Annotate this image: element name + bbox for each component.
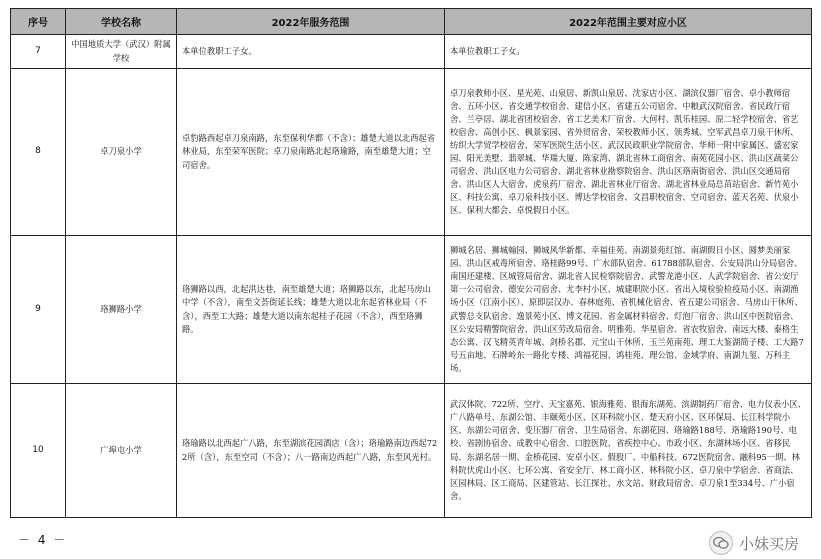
table-row (11, 35, 812, 69)
row-communities: 本单位教职工子女。 (445, 35, 812, 69)
header-range: 2022年服务范围 (177, 9, 445, 35)
row-range: 本单位教职工子女。 (177, 35, 445, 69)
school-district-table (10, 8, 812, 518)
row-no: 7 (11, 35, 66, 69)
row-school-name: 中国地质大学（武汉）附属学校 (66, 35, 177, 69)
header-school: 学校名称 (66, 9, 177, 35)
row-range: 珞狮路以西，北起洪达巷，南至雄楚大道；珞狮路以东，北起马房山中学（不含），南至文荟街延长线；雄楚大道以北东起省林业局（不含），西至工大路；雄楚大道以南东起桂子花园（不含），西至珞狮路。 (177, 236, 445, 384)
row-communities: 武汉体院、722所、空疗、天宝嘉苑、银海雅苑、银海东湖苑、滨湖制药厂宿舍、电力仪表小区、广八路单号、东湖公馆、丰颐苑小区、区环科院小区、楚天府小区、区环保局、长江科学院小区、东湖公司宿舍、变压器厂宿舍、卫生局宿舍、东湖花园、珞瑜路188号、珞瑜路190号、电校、省剧协宿舍、成教中心宿舍、口腔医院、省疾控中心、市政小区、东湖林场小区、省移民局、东湖名居一期、金桥花园、安卓小区、假股厂、中船科技、672医院宿舍、融科95一期、林科院伏虎山小区、七环公寓、省安全厅、林工商小区、林科院小区、卓刀泉中学宿舍、省商法、区园林局、区工商局、区建管站、长江探社、水文站、财政局宿舍、卓刀泉1至334号、广小宿舍。 (445, 384, 812, 518)
row-school-name: 广埠屯小学 (66, 384, 177, 518)
row-school-name: 珞狮路小学 (66, 236, 177, 384)
watermark (709, 531, 799, 555)
header-no: 序号 (11, 9, 66, 35)
table-header-row (11, 9, 812, 35)
watermark-text: 小妹买房 (738, 534, 799, 553)
row-communities: 狮城名居、狮城翰园、狮城风华新都、幸福佳苑、南湖景苑红馆、南湖假日小区、圆梦美丽家园、洪山区戒毒所宿舍、珞桂路99号、广水部队宿舍、61788部队宿舍、公安局洪山分局宿舍、南国还建楼、区城管局宿舍、湖北省人民检察院宿舍、武警龙港小区、人武学院宿舍、省公安厅第一公司宿舍、德安公司宿舍、尤李村小区、城建职院小区、省出入境检验检疫局小区、南湖渔场小区（江南小区）、原即层汉办、春林庭苑、省机械化宿舍、省五建公司宿舍、马房山干休所、武警总支队宿舍、逸景苑小区、博文花园、省金属材料宿舍、灯泡厂宿舍、洪山区中医院宿舍、区公安局精警院宿舍、洪山区劳改局宿舍、明雅苑、华星宿舍、省农牧宿舍、南远大楼、泰格生态公寓、汉飞精英青年城、剑桥名郡、元宝山干休所、玉兰苑南苑、理工大鉴湖简子楼、工大路7号五亩地、石牌岭东一路化专楼、鸿福花园、鸿桂苑、理公馆、金域学府、南湖九玺、万科主场。 (445, 236, 812, 384)
table-row (11, 236, 812, 384)
page-number: － 4 － (18, 533, 68, 547)
table-row (11, 69, 812, 236)
row-no: 9 (11, 236, 66, 384)
table-row (11, 384, 812, 518)
row-no: 8 (11, 69, 66, 236)
header-communities: 2022年范围主要对应小区 (445, 9, 812, 35)
row-no: 10 (11, 384, 66, 518)
row-school-name: 卓刀泉小学 (66, 69, 177, 236)
row-range: 卓豹路西起卓刀泉南路，东至保利华都（不含）；雄楚大道以北西起省林业局，东至荣军医院；卓刀泉南路北起珞瑜路，南至雄楚大道；空司宿舍。 (177, 69, 445, 236)
row-communities: 卓刀泉教师小区、星光苑、山泉居、新凯山泉居、沈家店小区、湖滨仪器厂宿舍、卓小教师宿舍、五环小区、省交通学校宿舍、建信小区、省建五公司宿舍、中粮武汉院宿舍、省民政厅宿舍、兰亭居、湖北省团校宿舍、省工艺美术厂宿舍、大何村、凯乐桂园、原二轻学校宿舍、省艺校宿舍、高创小区、枫景家园、省外贸宿舍、荣校教师小区、领秀城、空军武昌卓刀泉干休所、纺织大学贸学校宿舍、荣军医院生活小区、武汉民政职业学院宿舍、华师一附中家属区、盛宏家园、阳光美墅、翡翠城、华瑞大厦、陈家湾、湖北省林工商宿舍、南苑花园小区、洪山区蔬菜公司宿舍、洪山区电力公司宿舍、湖北省林业勘察院宿舍、洪山区珞南街宿舍、洪山区交通局宿舍、洪山区人大宿舍、虎泉药厂宿舍、湖北省林业厅宿舍、湖北省林业局总苗站宿舍、新竹苑小区、科技公寓、卓刀泉科技小区、博达学校宿舍、文昌职校宿舍、空司宿舍、蓝天名苑、伏泉小区、保利大都会、卓悦假日小区。 (445, 69, 812, 236)
row-range: 珞瑜路以北西起广八路，东至湖滨花园酒店（含）；珞瑜路南边西起722所（含），东至空司（不含）；八一路南边西起广八路，东至风光村。 (177, 384, 445, 518)
wechat-icon (709, 531, 733, 555)
